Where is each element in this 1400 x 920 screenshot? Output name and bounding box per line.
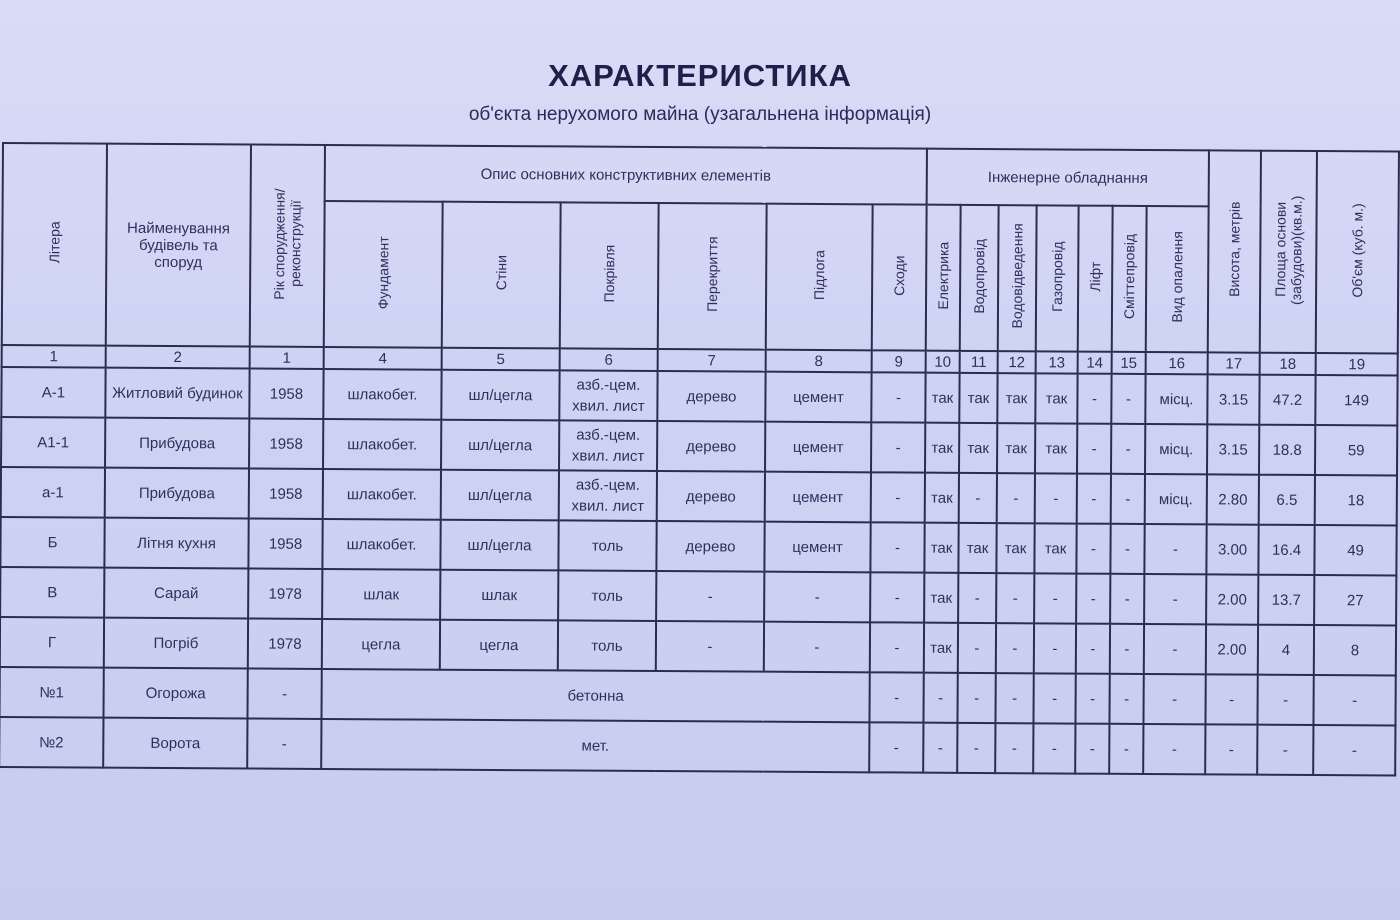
cell-garbage: - — [1110, 624, 1144, 674]
cell-gas: - — [1033, 723, 1075, 773]
cell-name: Прибудова — [105, 418, 249, 469]
cell-stairs: - — [870, 622, 924, 672]
cell-floor: цемент — [765, 422, 871, 473]
table-row — [1, 367, 1397, 426]
cell-gas: так — [1034, 523, 1076, 573]
cell-description: бетонна — [321, 669, 869, 722]
cell-name: Прибудова — [105, 468, 249, 519]
cell-water: так — [959, 373, 997, 423]
cell-sewer: - — [996, 573, 1034, 623]
cell-height: 2.80 — [1207, 474, 1259, 524]
cell-volume: 27 — [1314, 575, 1396, 626]
cell-ceiling: дерево — [657, 371, 765, 422]
cell-sewer: - — [997, 473, 1035, 523]
header-roof: Покрівля — [560, 202, 659, 349]
cell-water: так — [959, 423, 997, 473]
cell-electric: так — [925, 473, 959, 523]
cell-stairs: - — [871, 472, 925, 522]
header-electric: Електрика — [926, 205, 961, 351]
header-stairs: Сходи — [872, 204, 927, 350]
cell-walls: шл/цегла — [441, 370, 559, 421]
column-number: 1 — [2, 345, 106, 368]
cell-area: 18.8 — [1259, 425, 1315, 475]
cell-sewer: - — [995, 723, 1033, 773]
header-ceiling: Перекриття — [658, 203, 767, 350]
cell-litera: В — [0, 567, 104, 618]
column-number: 7 — [658, 349, 766, 372]
header-sewer: Водовідведення — [998, 205, 1037, 351]
cell-litera: Б — [0, 517, 104, 568]
cell-name: Огорожа — [103, 668, 247, 719]
header-floor: Підлога — [766, 204, 873, 351]
cell-roof: азб.-цем. хвил. лист — [559, 420, 657, 471]
cell-electric: так — [925, 373, 959, 423]
cell-litera: Г — [0, 617, 104, 668]
cell-volume: 18 — [1315, 475, 1397, 525]
header-gas: Газопровід — [1036, 205, 1079, 351]
cell-garbage: - — [1111, 474, 1145, 524]
column-number: 12 — [998, 351, 1036, 373]
cell-lift: - — [1077, 424, 1111, 474]
cell-electric: так — [924, 523, 958, 573]
column-number: 18 — [1260, 353, 1316, 375]
cell-name: Ворота — [103, 718, 247, 769]
cell-roof: азб.-цем. хвил. лист — [559, 370, 657, 421]
cell-sewer: - — [996, 623, 1034, 673]
cell-height: - — [1206, 674, 1258, 724]
cell-volume: 8 — [1314, 625, 1396, 675]
cell-roof: толь — [558, 520, 656, 571]
cell-walls: шлак — [440, 570, 558, 621]
cell-height: 3.15 — [1207, 374, 1259, 424]
table-row — [0, 567, 1396, 626]
column-number: 14 — [1078, 352, 1112, 374]
cell-gas: так — [1035, 423, 1077, 473]
cell-floor: - — [764, 622, 870, 673]
cell-electric: так — [924, 623, 958, 673]
cell-year: 1958 — [249, 419, 323, 469]
column-number: 2 — [106, 346, 250, 369]
cell-walls: шл/цегла — [441, 420, 559, 471]
cell-walls: цегла — [440, 620, 558, 671]
cell-litera: а-1 — [1, 467, 105, 518]
cell-lift: - — [1076, 524, 1110, 574]
column-number: 6 — [560, 348, 658, 371]
cell-stairs: - — [870, 522, 924, 572]
header-garbage: Сміттепровід — [1112, 206, 1147, 352]
cell-year: 1978 — [248, 569, 322, 619]
header-water: Водопровід — [960, 205, 999, 351]
cell-electric: - — [924, 673, 958, 723]
cell-height: 2.00 — [1206, 624, 1258, 674]
cell-sewer: - — [996, 673, 1034, 723]
cell-water: - — [958, 573, 996, 623]
cell-walls: шл/цегла — [441, 470, 559, 521]
cell-water: - — [958, 673, 996, 723]
cell-garbage: - — [1110, 574, 1144, 624]
header-lift: Ліфт — [1078, 206, 1113, 352]
cell-area: - — [1257, 725, 1313, 775]
cell-heating: місц. — [1145, 474, 1207, 524]
cell-heating: - — [1143, 724, 1205, 774]
header-height: Висота, метрів — [1208, 150, 1261, 352]
cell-roof: толь — [558, 620, 656, 671]
header-area: Площа основи (забудови)(кв.м.) — [1260, 151, 1317, 353]
cell-lift: - — [1077, 474, 1111, 524]
cell-foundation: шлакобет. — [322, 519, 440, 570]
cell-name: Сарай — [104, 568, 248, 619]
cell-lift: - — [1076, 574, 1110, 624]
header-litera: Літера — [2, 143, 107, 346]
cell-stairs: - — [869, 722, 923, 772]
table-row — [1, 417, 1397, 476]
cell-foundation: цегла — [322, 619, 440, 670]
cell-lift: - — [1075, 674, 1109, 724]
cell-lift: - — [1077, 374, 1111, 424]
header-heating: Вид опалення — [1146, 206, 1209, 352]
cell-area: 47.2 — [1259, 375, 1315, 425]
cell-heating: - — [1143, 674, 1205, 724]
cell-lift: - — [1075, 724, 1109, 774]
header-name: Найменування будівель та споруд — [106, 144, 251, 347]
column-number: 13 — [1036, 351, 1078, 373]
cell-floor: цемент — [765, 372, 871, 423]
cell-year: - — [247, 669, 321, 719]
header-group-engineering: Інженерне обладнання — [927, 149, 1209, 207]
cell-ceiling: дерево — [656, 521, 764, 572]
cell-foundation: шлакобет. — [323, 419, 441, 470]
cell-gas: - — [1035, 473, 1077, 523]
column-number: 15 — [1112, 352, 1146, 374]
cell-area: - — [1258, 675, 1314, 725]
document-title: ХАРАКТЕРИСТИКА — [548, 58, 852, 93]
cell-ceiling: дерево — [657, 471, 765, 522]
cell-water: - — [957, 723, 995, 773]
cell-litera: А-1 — [1, 367, 105, 418]
cell-area: 16.4 — [1258, 525, 1314, 575]
document-subtitle: об'єкта нерухомого майна (узагальнена інформація) — [468, 104, 932, 125]
cell-year: 1958 — [248, 519, 322, 569]
cell-roof: азб.-цем. хвил. лист — [559, 470, 657, 521]
cell-description: мет. — [321, 719, 869, 772]
cell-year: 1958 — [249, 469, 323, 519]
cell-height: 3.00 — [1206, 524, 1258, 574]
cell-volume: - — [1314, 675, 1396, 725]
column-number: 11 — [960, 351, 998, 373]
cell-height: 3.15 — [1207, 424, 1259, 474]
column-number: 10 — [926, 351, 960, 373]
cell-foundation: шлакобет. — [323, 469, 441, 520]
column-number: 5 — [442, 348, 560, 371]
column-number: 17 — [1208, 352, 1260, 374]
cell-year: 1958 — [249, 369, 323, 419]
cell-sewer: так — [997, 373, 1035, 423]
cell-area: 6.5 — [1259, 475, 1315, 525]
cell-ceiling: дерево — [657, 421, 765, 472]
cell-heating: місц. — [1145, 374, 1207, 424]
column-number: 16 — [1146, 352, 1208, 374]
cell-litera: А1-1 — [1, 417, 105, 468]
cell-foundation: шлакобет. — [323, 369, 441, 420]
cell-heating: - — [1144, 574, 1206, 624]
column-number: 19 — [1316, 353, 1398, 376]
characteristics-table — [0, 142, 1400, 777]
cell-stairs: - — [871, 372, 925, 422]
cell-year: - — [247, 719, 321, 769]
table-row — [0, 667, 1396, 726]
cell-water: так — [958, 523, 996, 573]
header-year: Рік спорудження/ реконструкції — [250, 145, 325, 347]
cell-water: - — [958, 623, 996, 673]
cell-height: - — [1205, 724, 1257, 774]
cell-stairs: - — [871, 422, 925, 472]
cell-ceiling: - — [656, 621, 764, 672]
table-row — [0, 517, 1396, 576]
cell-walls: шл/цегла — [440, 520, 558, 571]
cell-lift: - — [1076, 624, 1110, 674]
cell-volume: - — [1313, 725, 1395, 776]
cell-electric: - — [923, 723, 957, 773]
cell-electric: так — [924, 573, 958, 623]
cell-garbage: - — [1111, 424, 1145, 474]
cell-name: Житловий будинок — [105, 368, 249, 419]
cell-garbage: - — [1109, 674, 1143, 724]
cell-roof: толь — [558, 570, 656, 621]
column-number: 8 — [766, 350, 872, 373]
cell-garbage: - — [1109, 724, 1143, 774]
cell-water: - — [959, 473, 997, 523]
cell-floor: цемент — [765, 472, 871, 523]
cell-gas: - — [1034, 623, 1076, 673]
header-foundation: Фундамент — [324, 201, 443, 348]
cell-litera: №2 — [0, 717, 103, 768]
cell-stairs: - — [870, 572, 924, 622]
cell-garbage: - — [1110, 524, 1144, 574]
cell-height: 2.00 — [1206, 574, 1258, 624]
cell-floor: цемент — [764, 522, 870, 573]
cell-heating: - — [1144, 524, 1206, 574]
cell-gas: - — [1034, 573, 1076, 623]
table-row — [0, 617, 1396, 676]
header-volume: Об'єм (куб. м.) — [1316, 151, 1399, 353]
cell-sewer: так — [997, 423, 1035, 473]
cell-heating: - — [1144, 624, 1206, 674]
table-row — [0, 717, 1396, 776]
cell-foundation: шлак — [322, 569, 440, 620]
cell-litera: №1 — [0, 667, 104, 718]
column-number: 1 — [250, 347, 324, 369]
cell-area: 13.7 — [1258, 575, 1314, 625]
column-number: 4 — [324, 347, 442, 370]
cell-electric: так — [925, 423, 959, 473]
cell-area: 4 — [1258, 625, 1314, 675]
cell-floor: - — [764, 572, 870, 623]
header-walls: Стіни — [442, 202, 561, 349]
header-group-row — [3, 143, 1399, 208]
cell-volume: 59 — [1315, 425, 1397, 475]
cell-stairs: - — [869, 672, 923, 722]
cell-ceiling: - — [656, 571, 764, 622]
table-row — [1, 467, 1397, 526]
column-number: 9 — [872, 350, 926, 372]
cell-volume: 49 — [1314, 525, 1396, 576]
cell-sewer: так — [996, 523, 1034, 573]
cell-gas: так — [1035, 373, 1077, 423]
cell-year: 1978 — [248, 619, 322, 669]
cell-name: Погріб — [104, 618, 248, 669]
cell-garbage: - — [1111, 374, 1145, 424]
header-group-construct: Опис основних конструктивних елементів — [325, 145, 927, 205]
cell-heating: місц. — [1145, 424, 1207, 474]
cell-gas: - — [1033, 673, 1075, 723]
cell-volume: 149 — [1315, 375, 1397, 425]
cell-name: Літня кухня — [104, 518, 248, 569]
